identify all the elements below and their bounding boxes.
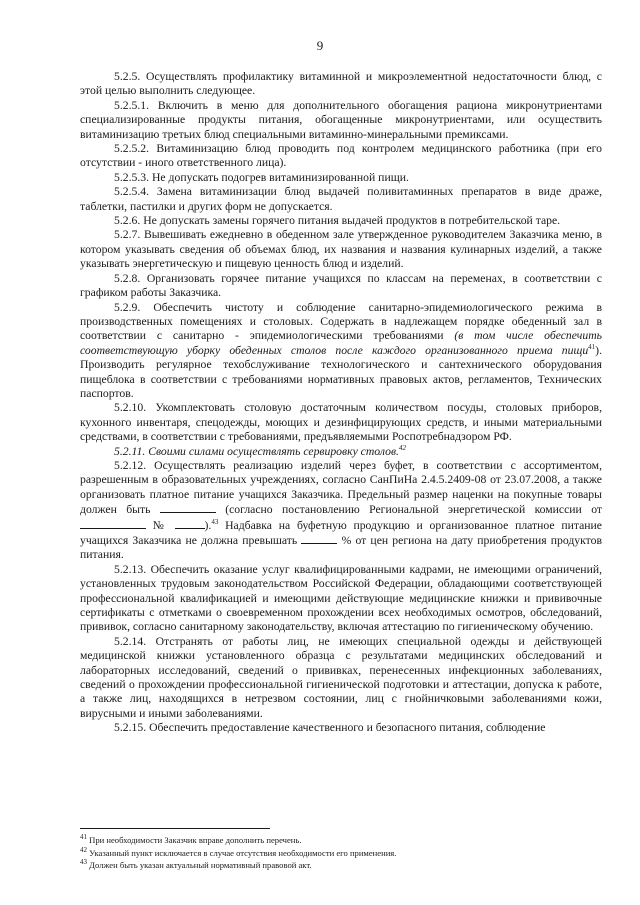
paragraph-5-2-12-text-d: ). [204,518,212,532]
paragraph-5-2-5-2: 5.2.5.2. Витаминизацию блюд проводить под контролем медицинского работника (при его отсутствии - иного ответственного лица). [80,142,602,170]
footnotes [80,834,602,872]
page-number: 9 [316,38,324,53]
paragraph-5-2-12-text-e: Надбавка на буфетную продукцию и организованное платное питание учащихся Заказчика не должна превышать [80,518,602,547]
paragraph-5-2-8: 5.2.8. Организовать горячее питание учащихся по классам на переменах, в соответствии с графиком работы Заказчика. [80,271,602,300]
paragraph-5-2-5-3: 5.2.5.3. Не допускать подогрев витаминизированной пищи. [114,170,409,184]
paragraph-5-2-10: 5.2.10. Укомплектовать столовую достаточным количеством посуды, столовых приборов, кухонного инвентаря, спецодежды, моющих и дезинфицирующих средств, и иными материальными средствами, в соответствии с требованиями, предъявляемыми Роспотребнадзором РФ. [80,401,602,444]
footnote-42 [80,847,602,860]
markup-blank-field [160,502,216,513]
footnote-ref-43: 43 [211,517,219,526]
paragraph-5-2-9 [80,301,602,402]
paragraph-5-2-5: 5.2.5. Осуществлять профилактику витаминной и микроэлементной недостаточности блюд, с этой целью выполнить следующее. [80,70,602,98]
paragraph-5-2-12-text-c: № [146,518,175,532]
footnote-text: Должен быть указан актуальный нормативный правовой акт. [87,860,312,870]
paragraph-5-2-15: 5.2.15. Обеспечить предоставление качественного и безопасного питания, соблюдение [114,721,546,735]
footnote-41 [80,834,602,847]
paragraph-5-2-11 [80,445,602,459]
commission-number-blank-field [175,518,205,529]
paragraph-5-2-5-4: 5.2.5.4. Замена витаминизации блюд выдачей поливитаминных препаратов в виде драже, таблетки, пастилки и других форм не допускается. [80,185,602,213]
footnote-ref-41: 41 [588,342,596,351]
paragraph-5-2-9-text-a: 5.2.9. Обеспечить чистоту и соблюдение санитарно-эпидемиологического режима в производственных помещениях и столовых. Содержать в надлежащем порядке обеденный зал в соответствии с санитарно - эпидемиологическими требованиями [80,300,602,343]
paragraph-5-2-13: 5.2.13. Обеспечить оказание услуг квалифицированными кадрами, не имеющими ограничений, установленных трудовым законодательством Российской Федерации, обладающими соответствующей профессиональной квалификацией и имеющими действующие медицинские книжки и прививочные сертификаты с отметками о своевременном прохождении всех необходимых осмотров, обследований, прививок, согласно санитарному законодательству, включая аттестацию по гигиеническому обучению. [80,562,602,634]
paragraph-5-2-9-text-b: ). Производить регулярное техобслуживание технологического и сантехнического оборудования пищеблока в соответствии с требованиями нормативных правовых актов, регламентов, Технических паспортов. [80,343,602,400]
paragraph-5-2-7: 5.2.7. Вывешивать ежедневно в обеденном зале утвержденное руководителем Заказчика меню, в котором указывать сведения об объемах блюд, их названия и названия кулинарных изделий, а также указывать энергетическую и пищевую ценность блюд и изделий. [80,228,602,271]
footnote-ref-42: 42 [398,443,406,452]
footnote-43 [80,859,602,872]
paragraph-5-2-12 [80,459,602,563]
paragraph-5-2-12-text-b: (согласно постановлению Региональной энергетической комиссии от [215,503,602,517]
paragraph-5-2-12-text-f: % от цен региона на дату приобретения продуктов питания. [80,534,602,562]
paragraph-5-2-12-text-a: 5.2.12. Осуществлять реализацию изделий через буфет, в соответствии с ассортиментом, разрешенным в образовательных учреждениях, согласно СанПиНа 2.4.5.2409-08 от 23.07.2008, а также организовать платное питание учащихся Заказчика. Предельный размер наценки на покупные товары должен быть [80,458,602,517]
footnote-mark: 41 [80,833,87,842]
paragraph-5-2-5-1: 5.2.5.1. Включить в меню для дополнительного обогащения рациона микронутриентами специализированные продукты питания, обогащенные микронутриентами, или осуществить витаминизацию третьих блюд специальными витаминно-минеральными премиксами. [80,98,602,141]
paragraph-5-2-11-text: 5.2.11. Своими силами осуществлять сервировку столов. [114,444,399,458]
percent-blank-field [301,533,337,544]
commission-date-blank-field [80,518,146,529]
paragraph-5-2-6: 5.2.6. Не допускать замены горячего питания выдачей продуктов в потребительской таре. [114,214,561,228]
paragraph-5-2-9-italic: (в том числе обеспечить соответствующую уборку обеденных столов после каждого организованного приема пищи [80,329,602,357]
paragraph-5-2-14: 5.2.14. Отстранять от работы лиц, не имеющих специальной одежды и действующей медицинской книжки установленного образца с результатами медицинских обследований и лабораторных исследований, сведений о прививках, перенесенных инфекционных заболеваниях, сведений о прохождении профессиональной гигиенической подготовки и аттестации, допуска к работе, а также лиц, находящихся в нетрезвом состоянии, лиц с гнойничковыми заболеваниями кожи, вирусными и иными заболеваниями. [80,634,602,720]
document-body [80,70,602,736]
footnote-text: Указанный пункт исключается в случае отсутствия необходимости его применения. [87,847,397,858]
footnote-mark: 43 [80,858,87,867]
footnote-divider [80,828,270,829]
footnote-text: При необходимости Заказчик вправе дополнить перечень. [87,835,302,845]
footnote-mark: 42 [80,845,87,854]
